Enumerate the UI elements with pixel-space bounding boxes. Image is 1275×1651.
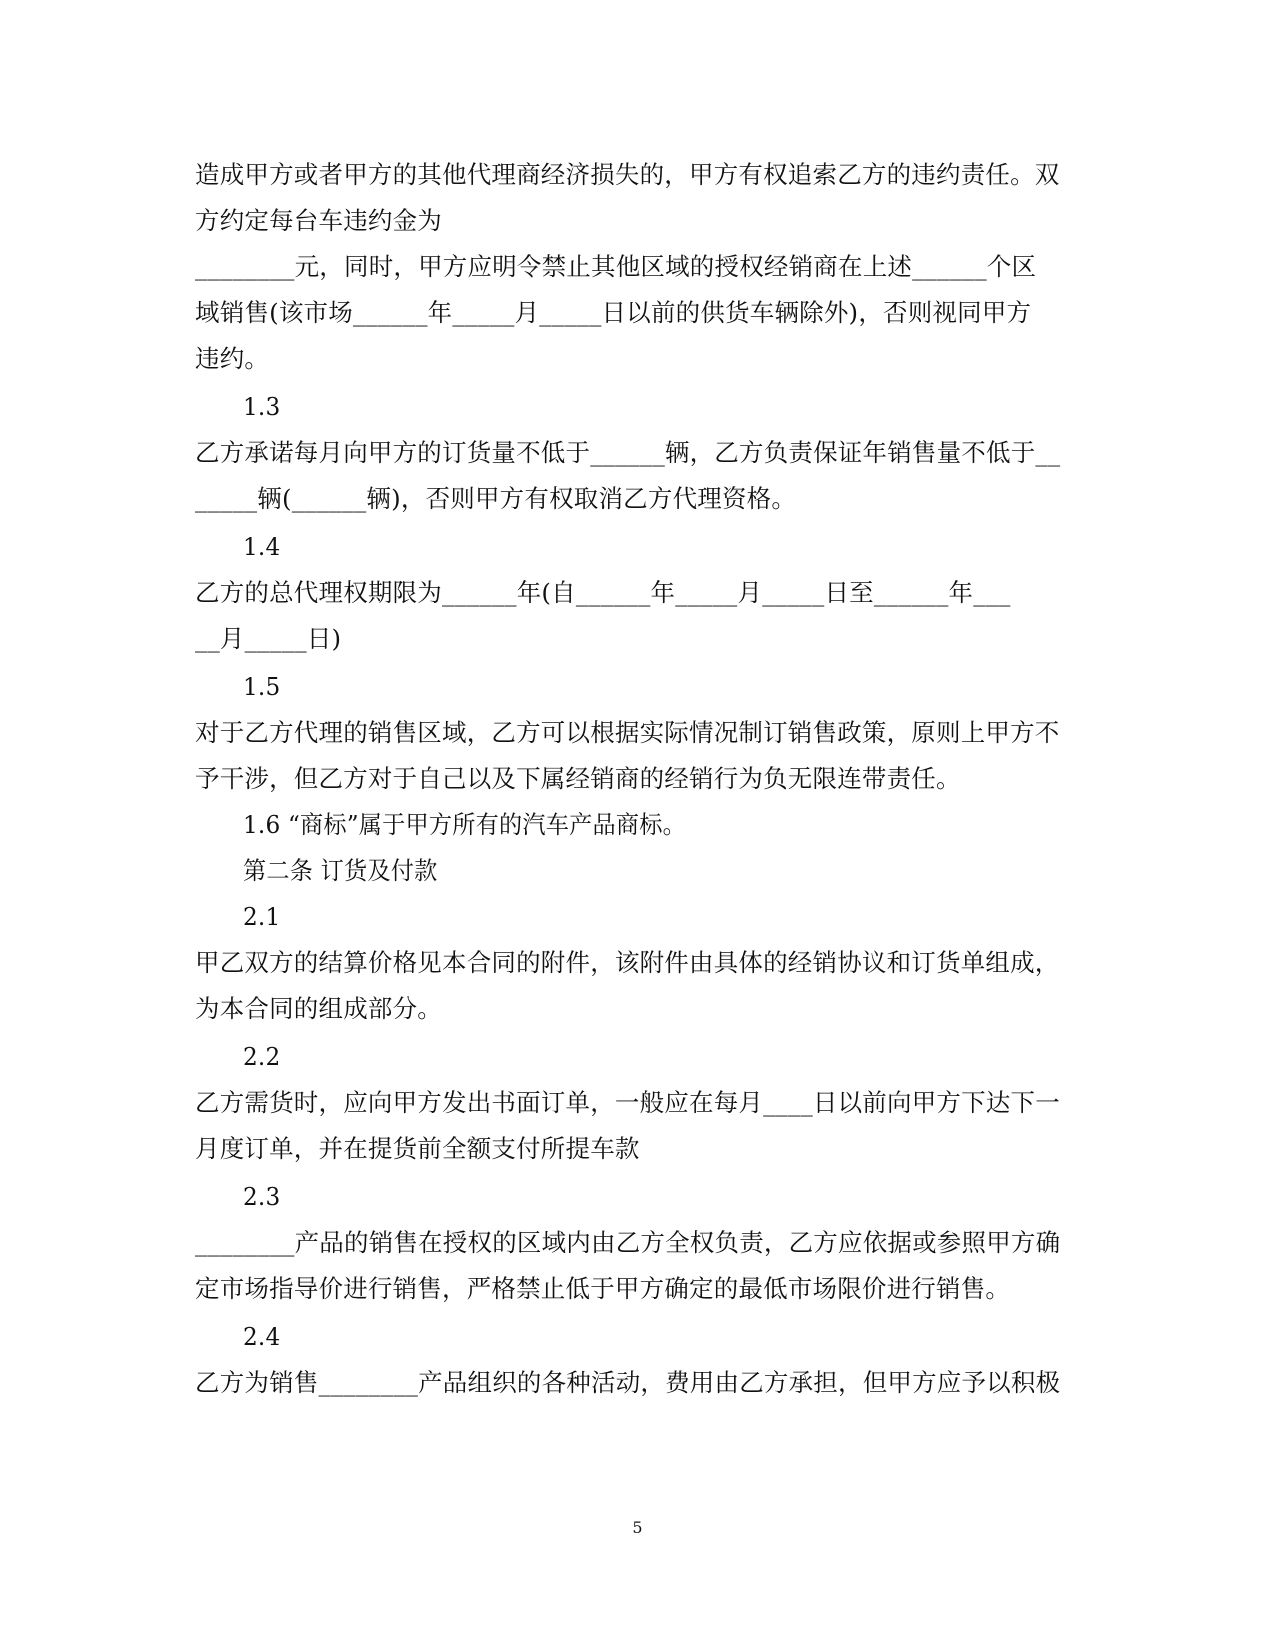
text-line: ________产品的销售在授权的区域内由乙方全权负责，乙方应依据或参照甲方确 [195,1228,1061,1257]
text-line: 为本合同的组成部分。 [195,994,442,1023]
text-line: __月_____日) [195,624,342,653]
text-line: 乙方为销售________产品组织的各种活动，费用由乙方承担，但甲方应予以积极 [195,1368,1061,1397]
section-line: 1.6 “商标”属于甲方所有的汽车产品商标。 [243,810,686,839]
section-number: 1.4 [243,532,281,561]
page-number: 5 [632,1518,643,1537]
section-number: 2.1 [243,902,281,931]
text-line: ________元，同时，甲方应明令禁止其他区域的授权经销商在上述______个区 [195,252,1037,281]
text-line: 予干涉，但乙方对于自己以及下属经销商的经销行为负无限连带责任。 [195,764,961,793]
text-line: 域销售(该市场______年_____月_____日以前的供货车辆除外)，否则视同甲方 [195,298,1032,327]
text-line: 造成甲方或者甲方的其他代理商经济损失的，甲方有权追索乙方的违约责任。双 [195,160,1060,189]
text-line: 乙方需货时，应向甲方发出书面订单，一般应在每月____日以前向甲方下达下一 [195,1088,1060,1117]
text-line: 定市场指导价进行销售，严格禁止低于甲方确定的最低市场限价进行销售。 [195,1274,1011,1303]
section-number: 2.3 [243,1182,281,1211]
text-line: 甲乙双方的结算价格见本合同的附件，该附件由具体的经销协议和订货单组成， [195,948,1060,977]
article-heading: 第二条 订货及付款 [243,856,438,885]
text-line: 乙方的总代理权期限为______年(自______年_____月_____日至______年___ [195,578,1011,607]
section-number: 2.2 [243,1042,281,1071]
text-line: _____辆(______辆)，否则甲方有权取消乙方代理资格。 [195,484,797,513]
text-line: 违约。 [195,344,270,373]
text-line: 方约定每台车违约金为 [195,206,442,235]
text-line: 月度订单，并在提货前全额支付所提车款 [195,1134,640,1163]
section-number: 1.5 [243,672,281,701]
text-line: 乙方承诺每月向甲方的订货量不低于______辆，乙方负责保证年销售量不低于__ [195,438,1061,467]
section-number: 2.4 [243,1322,281,1351]
text-line: 对于乙方代理的销售区域，乙方可以根据实际情况制订销售政策，原则上甲方不 [195,718,1060,747]
section-number: 1.3 [243,392,281,421]
